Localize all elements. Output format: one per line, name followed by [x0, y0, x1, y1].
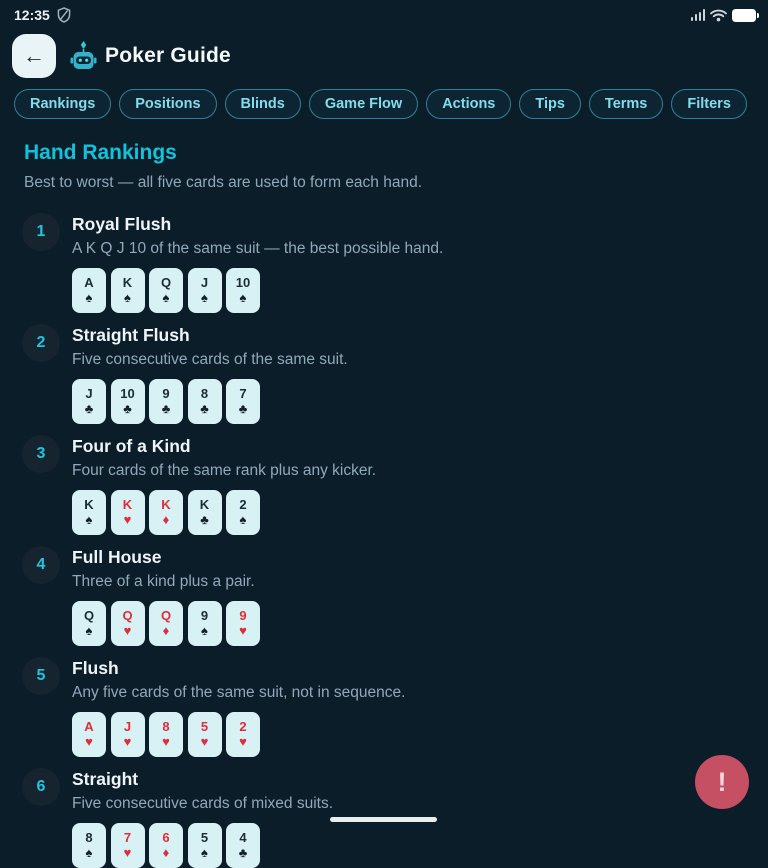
playing-card	[111, 490, 145, 535]
hand-description: Any five cards of the same suit, not in sequence.	[72, 684, 406, 701]
back-arrow-icon: ←	[23, 43, 45, 68]
playing-card	[188, 823, 222, 868]
spade-suit-icon: ♠	[85, 845, 93, 860]
hand-name: Four of a Kind	[72, 436, 191, 456]
section-subtitle: Best to worst — all five cards are used to form each hand.	[24, 174, 423, 191]
card-rank: K	[122, 275, 133, 290]
nav-chip-blinds[interactable]: Blinds	[225, 89, 301, 119]
playing-card	[149, 601, 183, 646]
card-row	[72, 268, 443, 313]
hand-name: Full House	[72, 547, 162, 567]
rank-number-badge: 3	[22, 435, 60, 473]
card-rank: J	[200, 275, 209, 290]
playing-card	[111, 601, 145, 646]
rank-number-badge: 4	[22, 546, 60, 584]
shield-icon	[57, 7, 71, 23]
card-row	[72, 823, 333, 868]
nav-chips	[0, 78, 768, 119]
section-title: Hand Rankings	[24, 141, 177, 164]
playing-card	[226, 379, 260, 424]
diamond-suit-icon: ♦	[162, 623, 170, 638]
card-row	[72, 712, 405, 757]
card-rank: 4	[239, 830, 247, 845]
card-rank: 6	[162, 830, 170, 845]
hand-item	[0, 213, 768, 313]
card-rank: 9	[239, 608, 247, 623]
playing-card	[188, 601, 222, 646]
nav-chip-game-flow[interactable]: Game Flow	[309, 89, 418, 119]
card-rank: 7	[239, 386, 247, 401]
alert-fab-button[interactable]	[695, 755, 749, 809]
diamond-suit-icon: ♦	[162, 512, 170, 527]
exclamation-icon: !	[717, 766, 727, 797]
club-suit-icon: ♣	[161, 401, 171, 416]
diamond-suit-icon: ♦	[162, 845, 170, 860]
signal-icon	[691, 9, 706, 21]
spade-suit-icon: ♠	[201, 845, 208, 860]
hand-name: Straight Flush	[72, 325, 190, 345]
club-suit-icon: ♣	[200, 401, 209, 416]
heart-suit-icon: ♥	[239, 734, 247, 749]
club-suit-icon: ♣	[238, 845, 248, 860]
card-row	[72, 601, 260, 646]
card-rank: K	[84, 497, 94, 512]
hand-description: A K Q J 10 of the same suit — the best possible hand.	[72, 240, 444, 257]
playing-card	[149, 268, 183, 313]
card-rank: K	[122, 497, 133, 512]
nav-chip-actions[interactable]: Actions	[426, 89, 511, 119]
rank-number-badge: 1	[22, 213, 60, 251]
heart-suit-icon: ♥	[123, 845, 132, 860]
back-button[interactable]	[12, 34, 56, 78]
card-rank: A	[84, 719, 94, 734]
playing-card	[188, 268, 222, 313]
card-rank: A	[84, 275, 94, 290]
hand-description: Five consecutive cards of the same suit.	[72, 351, 348, 368]
card-rank: J	[123, 719, 132, 734]
card-rank: 2	[239, 719, 247, 734]
nav-chip-terms[interactable]: Terms	[589, 89, 663, 119]
club-suit-icon: ♣	[123, 401, 132, 416]
card-rank: 7	[123, 830, 132, 845]
nav-chip-rankings[interactable]: Rankings	[14, 89, 111, 119]
heart-suit-icon: ♥	[123, 734, 132, 749]
spade-suit-icon: ♠	[124, 290, 131, 305]
card-rank: 10	[120, 386, 135, 401]
playing-card	[226, 823, 260, 868]
club-suit-icon: ♣	[238, 401, 248, 416]
spade-suit-icon: ♠	[85, 290, 93, 305]
card-rank: J	[85, 386, 93, 401]
heart-suit-icon: ♥	[85, 734, 93, 749]
card-rank: K	[199, 497, 210, 512]
hand-description: Four cards of the same rank plus any kicker.	[72, 462, 377, 479]
card-rank: Q	[83, 608, 95, 623]
playing-card	[149, 379, 183, 424]
club-suit-icon: ♣	[84, 401, 94, 416]
playing-card	[72, 601, 106, 646]
playing-card	[72, 823, 106, 868]
playing-card	[226, 601, 260, 646]
playing-card	[72, 712, 106, 757]
card-rank: Q	[160, 608, 172, 623]
status-bar	[0, 0, 768, 26]
playing-card	[226, 712, 260, 757]
playing-card	[111, 712, 145, 757]
heart-suit-icon: ♥	[162, 734, 170, 749]
playing-card	[111, 823, 145, 868]
hand-name: Straight	[72, 769, 139, 789]
playing-card	[149, 823, 183, 868]
nav-chip-tips[interactable]: Tips	[519, 89, 581, 119]
playing-card	[72, 379, 106, 424]
hand-item	[0, 546, 768, 646]
spade-suit-icon: ♠	[162, 290, 170, 305]
nav-chip-filters[interactable]: Filters	[671, 89, 747, 119]
card-rank: 8	[200, 386, 209, 401]
heart-suit-icon: ♥	[200, 734, 209, 749]
status-time: 12:35	[14, 7, 50, 23]
playing-card	[149, 490, 183, 535]
playing-card	[149, 712, 183, 757]
heart-suit-icon: ♥	[239, 623, 247, 638]
card-rank: Q	[160, 275, 172, 290]
card-rank: K	[161, 497, 171, 512]
hand-item	[0, 324, 768, 424]
spade-suit-icon: ♠	[239, 290, 247, 305]
battery-icon	[732, 9, 756, 22]
playing-card	[226, 490, 260, 535]
rank-number-badge: 2	[22, 324, 60, 362]
playing-card	[111, 379, 145, 424]
playing-card	[111, 268, 145, 313]
card-rank: 2	[239, 497, 247, 512]
playing-card	[188, 379, 222, 424]
rank-number-badge: 5	[22, 657, 60, 695]
spade-suit-icon: ♠	[85, 623, 93, 638]
hand-description: Three of a kind plus a pair.	[72, 573, 255, 590]
robot-icon	[70, 41, 97, 71]
card-rank: 9	[200, 608, 209, 623]
card-rank: 8	[85, 830, 93, 845]
hand-name: Flush	[72, 658, 119, 678]
spade-suit-icon: ♠	[201, 623, 208, 638]
playing-card	[188, 712, 222, 757]
card-rank: 9	[162, 386, 170, 401]
playing-card	[188, 490, 222, 535]
playing-card	[72, 490, 106, 535]
spade-suit-icon: ♠	[85, 512, 93, 527]
page-title: Poker Guide	[105, 44, 231, 67]
heart-suit-icon: ♥	[123, 623, 132, 638]
hand-description: Five consecutive cards of mixed suits.	[72, 795, 334, 812]
card-rank: 5	[200, 719, 209, 734]
card-row	[72, 379, 348, 424]
playing-card	[72, 268, 106, 313]
hand-item	[0, 657, 768, 757]
spade-suit-icon: ♠	[201, 290, 208, 305]
card-rank: 5	[200, 830, 209, 845]
card-rank: Q	[122, 608, 133, 623]
header	[0, 26, 768, 78]
heart-suit-icon: ♥	[123, 512, 132, 527]
spade-suit-icon: ♠	[239, 512, 247, 527]
home-indicator[interactable]	[330, 817, 437, 822]
card-rank: 10	[235, 275, 251, 290]
club-suit-icon: ♣	[200, 512, 209, 527]
hand-item	[0, 435, 768, 535]
hand-rankings-list	[0, 213, 768, 868]
rank-number-badge: 6	[22, 768, 60, 806]
playing-card	[226, 268, 260, 313]
wifi-icon	[710, 9, 727, 22]
nav-chip-positions[interactable]: Positions	[119, 89, 216, 119]
card-rank: 8	[162, 719, 170, 734]
card-row	[72, 490, 376, 535]
hand-name: Royal Flush	[72, 214, 172, 234]
